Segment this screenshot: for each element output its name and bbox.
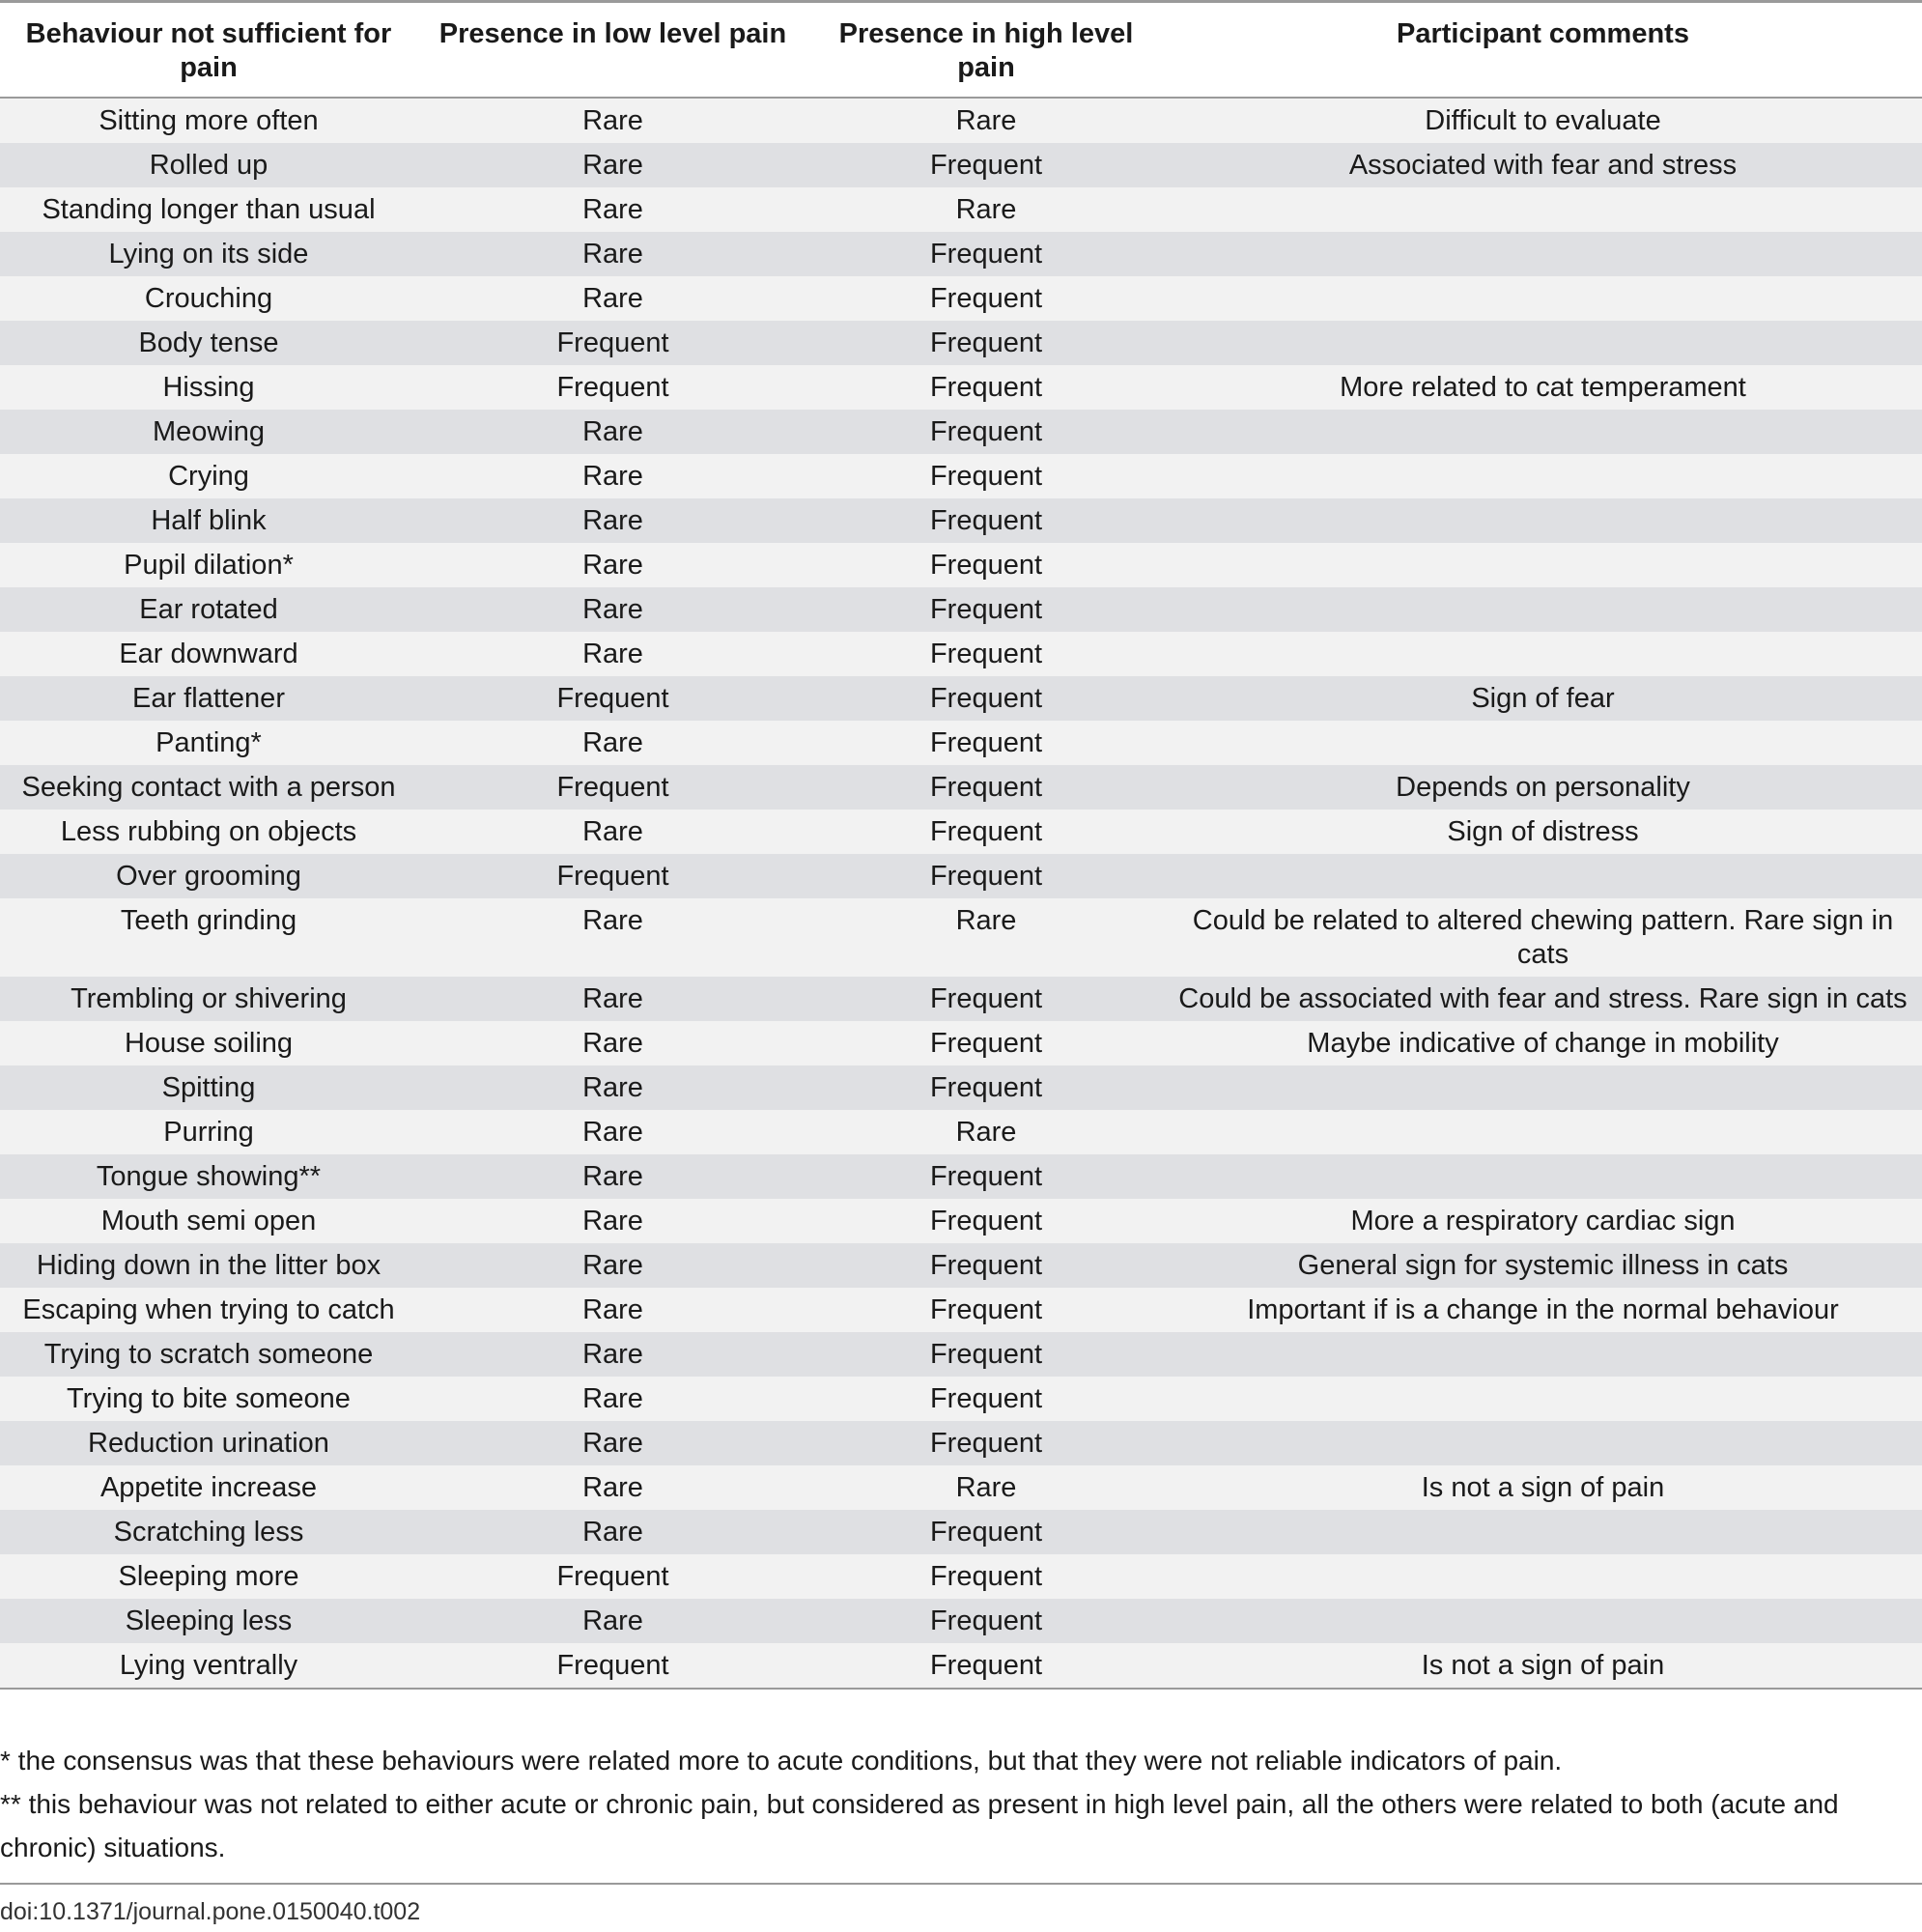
cell-participant-comment [1164,1554,1922,1599]
cell-low-level-pain: Rare [417,1332,808,1377]
cell-high-level-pain: Rare [808,98,1164,143]
cell-participant-comment: Sign of fear [1164,676,1922,721]
table-row [0,365,1922,410]
cell-high-level-pain: Rare [808,1110,1164,1154]
cell-high-level-pain: Frequent [808,854,1164,898]
cell-low-level-pain: Rare [417,1599,808,1643]
cell-high-level-pain: Frequent [808,1554,1164,1599]
table-row [0,1065,1922,1110]
cell-participant-comment [1164,1065,1922,1110]
cell-behaviour: Trying to scratch someone [0,1332,417,1377]
cell-high-level-pain: Frequent [808,1065,1164,1110]
cell-participant-comment [1164,1599,1922,1643]
cell-participant-comment: Sign of distress [1164,810,1922,854]
cell-behaviour: House soiling [0,1021,417,1065]
column-header-high-level-pain: Presence in high level pain [808,2,1164,99]
cell-high-level-pain: Frequent [808,1510,1164,1554]
cell-participant-comment [1164,187,1922,232]
cell-behaviour: Crying [0,454,417,498]
cell-participant-comment: Depends on personality [1164,765,1922,810]
cell-low-level-pain: Frequent [417,854,808,898]
cell-participant-comment: Maybe indicative of change in mobility [1164,1021,1922,1065]
cell-low-level-pain: Rare [417,977,808,1021]
cell-high-level-pain: Frequent [808,676,1164,721]
cell-high-level-pain: Frequent [808,143,1164,187]
table-row [0,1643,1922,1689]
cell-behaviour: Sleeping more [0,1554,417,1599]
cell-behaviour: Tongue showing** [0,1154,417,1199]
header-row [0,2,1922,99]
footnote-double-asterisk: ** this behaviour was not related to either acute or chronic pain, but considered as present in high level pain, all the others were related to both (acute and chronic) situations. [0,1789,1839,1862]
table-row [0,1154,1922,1199]
cell-participant-comment [1164,410,1922,454]
cell-participant-comment [1164,1332,1922,1377]
cell-behaviour: Hiding down in the litter box [0,1243,417,1288]
cell-high-level-pain: Rare [808,898,1164,977]
table-row [0,1510,1922,1554]
table-row [0,498,1922,543]
cell-behaviour: Lying on its side [0,232,417,276]
footnote-single-asterisk: * the consensus was that these behaviours were related more to acute conditions, but that they were not reliable indicators of pain. [0,1746,1563,1776]
table-row [0,854,1922,898]
cell-low-level-pain: Rare [417,1510,808,1554]
cell-low-level-pain: Rare [417,143,808,187]
cell-participant-comment [1164,232,1922,276]
cell-behaviour: Meowing [0,410,417,454]
cell-participant-comment: Associated with fear and stress [1164,143,1922,187]
cell-participant-comment: Difficult to evaluate [1164,98,1922,143]
cell-high-level-pain: Frequent [808,721,1164,765]
table-row [0,1465,1922,1510]
table-row [0,676,1922,721]
cell-participant-comment [1164,498,1922,543]
cell-low-level-pain: Rare [417,632,808,676]
cell-behaviour: Rolled up [0,143,417,187]
cell-low-level-pain: Rare [417,1110,808,1154]
cell-behaviour: Ear downward [0,632,417,676]
cell-low-level-pain: Rare [417,410,808,454]
cell-behaviour: Panting* [0,721,417,765]
cell-high-level-pain: Frequent [808,1377,1164,1421]
cell-participant-comment [1164,1510,1922,1554]
table-row [0,1110,1922,1154]
table-row [0,1288,1922,1332]
cell-low-level-pain: Rare [417,1199,808,1243]
cell-high-level-pain: Frequent [808,232,1164,276]
cell-behaviour: Pupil dilation* [0,543,417,587]
cell-behaviour: Trying to bite someone [0,1377,417,1421]
cell-high-level-pain: Frequent [808,587,1164,632]
cell-low-level-pain: Rare [417,543,808,587]
cell-behaviour: Hissing [0,365,417,410]
cell-low-level-pain: Rare [417,898,808,977]
cell-low-level-pain: Rare [417,1065,808,1110]
cell-high-level-pain: Frequent [808,365,1164,410]
cell-behaviour: Escaping when trying to catch [0,1288,417,1332]
cell-behaviour: Lying ventrally [0,1643,417,1689]
table-row [0,721,1922,765]
table-row [0,632,1922,676]
cell-low-level-pain: Frequent [417,365,808,410]
column-header-low-level-pain: Presence in low level pain [417,2,808,99]
cell-high-level-pain: Rare [808,187,1164,232]
cell-low-level-pain: Rare [417,1377,808,1421]
cell-high-level-pain: Frequent [808,543,1164,587]
cell-participant-comment [1164,276,1922,321]
cell-low-level-pain: Rare [417,454,808,498]
column-header-behaviour: Behaviour not sufficient for pain [0,2,417,99]
cell-high-level-pain: Frequent [808,632,1164,676]
cell-high-level-pain: Frequent [808,1599,1164,1643]
cell-participant-comment [1164,632,1922,676]
cell-behaviour: Seeking contact with a person [0,765,417,810]
cell-high-level-pain: Frequent [808,276,1164,321]
cell-low-level-pain: Frequent [417,321,808,365]
cell-behaviour: Sleeping less [0,1599,417,1643]
cell-behaviour: Purring [0,1110,417,1154]
cell-participant-comment [1164,1110,1922,1154]
cell-behaviour: Ear rotated [0,587,417,632]
cell-low-level-pain: Rare [417,232,808,276]
cell-high-level-pain: Frequent [808,1243,1164,1288]
cell-behaviour: Teeth grinding [0,898,417,977]
table-row [0,765,1922,810]
cell-participant-comment: Could be related to altered chewing pattern. Rare sign in cats [1164,898,1922,977]
table-row [0,187,1922,232]
cell-participant-comment: Is not a sign of pain [1164,1643,1922,1689]
table-row [0,232,1922,276]
cell-high-level-pain: Rare [808,1465,1164,1510]
cell-behaviour: Body tense [0,321,417,365]
cell-high-level-pain: Frequent [808,498,1164,543]
cell-high-level-pain: Frequent [808,1154,1164,1199]
table-row [0,454,1922,498]
cell-low-level-pain: Rare [417,587,808,632]
table-body [0,98,1922,1689]
cell-low-level-pain: Rare [417,498,808,543]
cell-high-level-pain: Frequent [808,1199,1164,1243]
cell-participant-comment [1164,321,1922,365]
cell-behaviour: Crouching [0,276,417,321]
cell-participant-comment [1164,543,1922,587]
cell-behaviour: Over grooming [0,854,417,898]
cell-behaviour: Sitting more often [0,98,417,143]
table-row [0,977,1922,1021]
cell-low-level-pain: Frequent [417,1554,808,1599]
cell-low-level-pain: Rare [417,1465,808,1510]
table-row [0,410,1922,454]
cell-participant-comment [1164,1377,1922,1421]
cell-high-level-pain: Frequent [808,454,1164,498]
cell-participant-comment: More a respiratory cardiac sign [1164,1199,1922,1243]
table-row [0,143,1922,187]
table-row [0,1377,1922,1421]
cell-high-level-pain: Frequent [808,810,1164,854]
cell-high-level-pain: Frequent [808,321,1164,365]
table-row [0,1599,1922,1643]
table-row [0,1421,1922,1465]
cell-participant-comment [1164,587,1922,632]
cell-high-level-pain: Frequent [808,1643,1164,1689]
cell-behaviour: Standing longer than usual [0,187,417,232]
cell-participant-comment [1164,854,1922,898]
cell-behaviour: Appetite increase [0,1465,417,1510]
table-row [0,1243,1922,1288]
cell-low-level-pain: Rare [417,187,808,232]
table-row [0,543,1922,587]
cell-low-level-pain: Rare [417,1021,808,1065]
table-row [0,1021,1922,1065]
cell-high-level-pain: Frequent [808,1288,1164,1332]
cell-participant-comment: Could be associated with fear and stress. Rare sign in cats [1164,977,1922,1021]
cell-low-level-pain: Rare [417,1154,808,1199]
cell-behaviour: Less rubbing on objects [0,810,417,854]
cell-low-level-pain: Frequent [417,676,808,721]
cell-participant-comment [1164,454,1922,498]
cell-behaviour: Trembling or shivering [0,977,417,1021]
cell-high-level-pain: Frequent [808,977,1164,1021]
cell-behaviour: Mouth semi open [0,1199,417,1243]
cell-low-level-pain: Rare [417,1243,808,1288]
cell-high-level-pain: Frequent [808,1021,1164,1065]
table-row [0,1332,1922,1377]
cell-behaviour: Scratching less [0,1510,417,1554]
cell-high-level-pain: Frequent [808,1332,1164,1377]
table-row [0,587,1922,632]
cell-high-level-pain: Frequent [808,765,1164,810]
cell-participant-comment: Important if is a change in the normal behaviour [1164,1288,1922,1332]
footnotes [0,1739,1893,1869]
cell-low-level-pain: Rare [417,98,808,143]
cell-low-level-pain: Rare [417,721,808,765]
table-row [0,898,1922,977]
cell-participant-comment [1164,1154,1922,1199]
table-row [0,321,1922,365]
cell-behaviour: Ear flattener [0,676,417,721]
doi-divider [0,1883,1922,1885]
cell-low-level-pain: Rare [417,1288,808,1332]
cell-participant-comment [1164,1421,1922,1465]
cell-high-level-pain: Frequent [808,1421,1164,1465]
cell-participant-comment [1164,721,1922,765]
cell-behaviour: Half blink [0,498,417,543]
cell-behaviour: Reduction urination [0,1421,417,1465]
table-row [0,98,1922,143]
cell-low-level-pain: Frequent [417,1643,808,1689]
cell-participant-comment: Is not a sign of pain [1164,1465,1922,1510]
cell-behaviour: Spitting [0,1065,417,1110]
cell-low-level-pain: Rare [417,810,808,854]
cell-participant-comment: General sign for systemic illness in cats [1164,1243,1922,1288]
column-header-participant-comments: Participant comments [1164,2,1922,99]
cell-low-level-pain: Frequent [417,765,808,810]
table-row [0,276,1922,321]
cell-low-level-pain: Rare [417,1421,808,1465]
table-row [0,1554,1922,1599]
cell-participant-comment: More related to cat temperament [1164,365,1922,410]
table-row [0,810,1922,854]
doi-label: doi:10.1371/journal.pone.0150040.t002 [0,1898,421,1925]
cell-low-level-pain: Rare [417,276,808,321]
table-row [0,1199,1922,1243]
cell-high-level-pain: Frequent [808,410,1164,454]
table-header [0,2,1922,99]
